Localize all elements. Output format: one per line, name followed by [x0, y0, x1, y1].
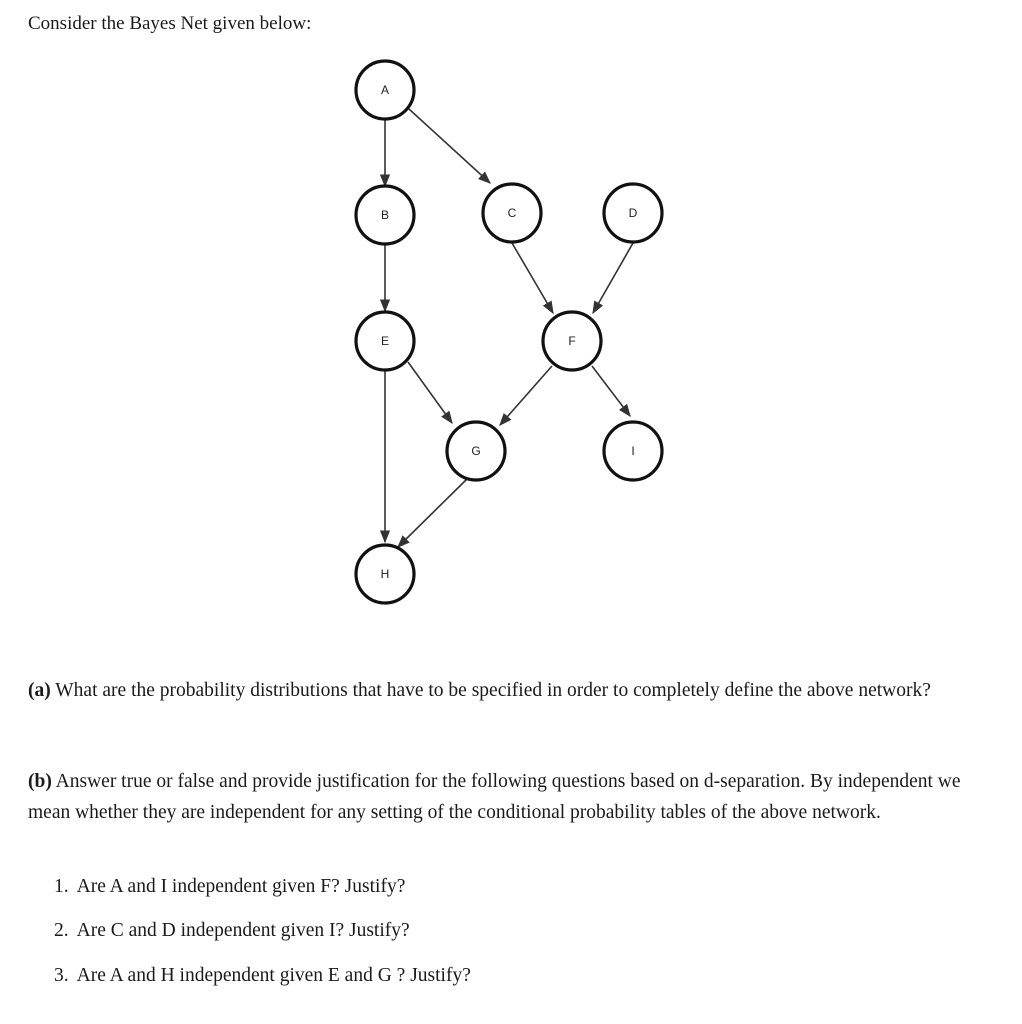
node-c-label: C — [507, 206, 517, 220]
question-b-text: Answer true or false and provide justification for the following questions based on d-separation. By independent we mean whether they are independent for any setting of the conditional probability tables of the above network. — [28, 771, 961, 823]
node-g — [447, 422, 505, 480]
edge-g-h — [398, 478, 468, 547]
edge-c-f — [512, 243, 553, 313]
node-h — [356, 545, 414, 603]
edge-a-c — [409, 109, 490, 183]
node-a-label: A — [380, 83, 390, 97]
question-a — [28, 675, 968, 706]
node-f — [543, 312, 601, 370]
list-item-text: Are C and D independent given I? Justify? — [76, 920, 410, 941]
edge-f-g — [500, 366, 552, 425]
node-e-label: E — [380, 334, 390, 348]
list-item — [54, 962, 471, 990]
node-d — [604, 184, 662, 242]
node-i-label: I — [631, 444, 635, 458]
question-b — [28, 766, 968, 828]
question-a-text: What are the probability distributions that have to be specified in order to completely define the above network? — [55, 680, 931, 701]
list-item-number: 2. — [54, 920, 69, 941]
node-b-label: B — [380, 208, 390, 222]
edge-e-g — [408, 362, 452, 423]
node-b — [356, 186, 414, 244]
edge-f-i — [592, 366, 630, 416]
question-a-label: (a) — [28, 680, 51, 701]
node-f-label: F — [568, 334, 576, 348]
node-c — [483, 184, 541, 242]
node-d-label: D — [628, 206, 638, 220]
edge-d-f — [593, 243, 633, 313]
intro-text: Consider the Bayes Net given below: — [28, 13, 312, 34]
node-h-label: H — [380, 567, 390, 581]
node-g-label: G — [471, 444, 481, 458]
node-a — [356, 61, 414, 119]
list-item-text: Are A and H independent given E and G ? Justify? — [76, 965, 471, 986]
list-item-number: 3. — [54, 965, 69, 986]
list-item — [54, 917, 410, 945]
node-e — [356, 312, 414, 370]
list-item — [54, 873, 405, 901]
question-b-label: (b) — [28, 771, 52, 792]
list-item-number: 1. — [54, 876, 69, 897]
list-item-text: Are A and I independent given F? Justify? — [76, 876, 406, 897]
node-i — [604, 422, 662, 480]
